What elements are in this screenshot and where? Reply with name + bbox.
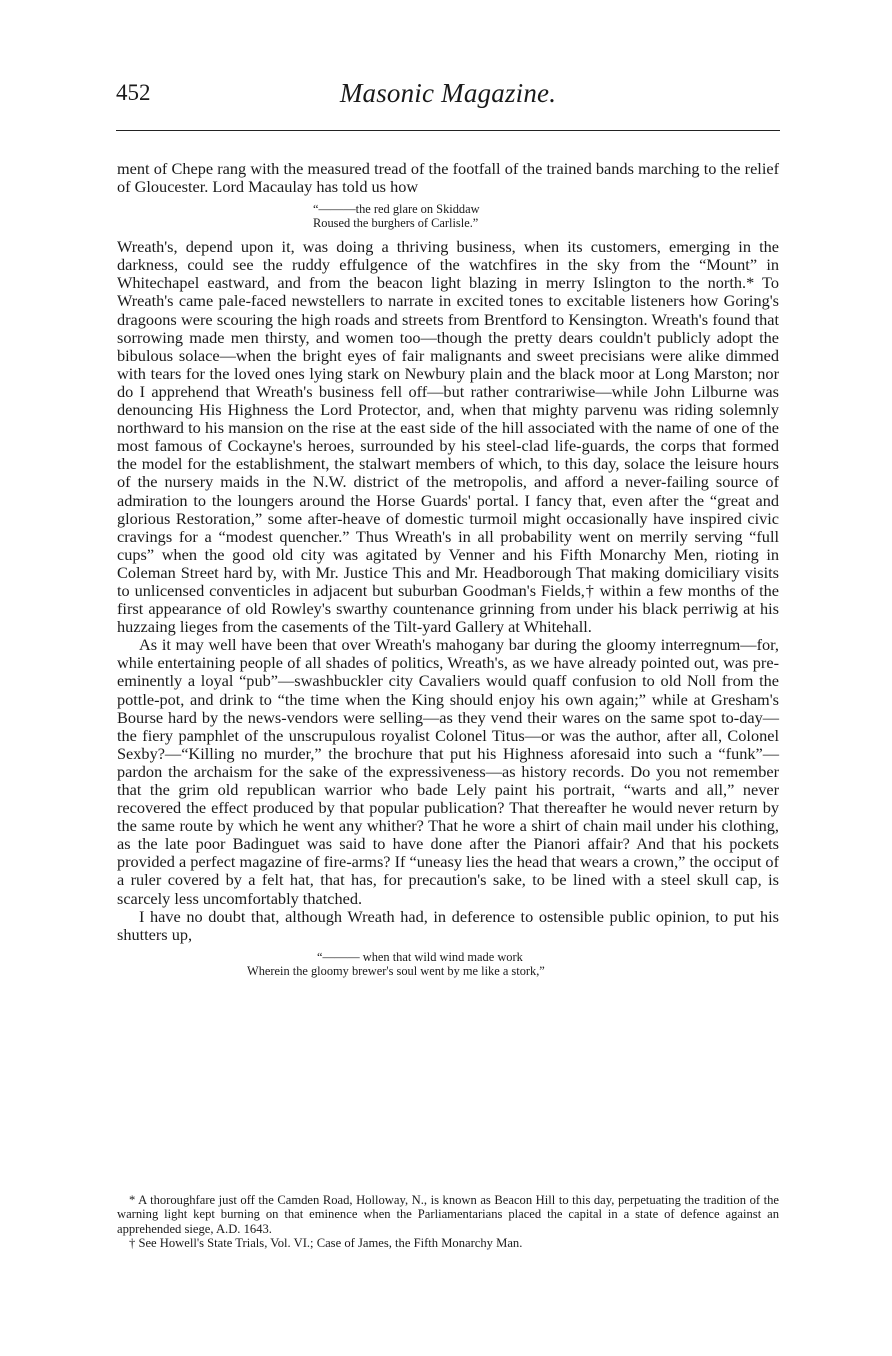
paragraph-1: ment of Chepe rang with the measured tread of the footfall of the trained bands marching to the relief of Gloucester. Lord Macaulay has told us how [117,159,779,197]
header-rule [116,130,780,131]
paragraph-4: I have no doubt that, although Wreath had, in deference to ostensible public opinion, to put his shutters up, [117,906,779,944]
verse-2-line-1: “——— when that wild wind made work [317,949,523,964]
page-header [116,80,780,116]
article-body [117,160,779,986]
page-number: 452 [116,80,151,105]
footnotes [117,1193,779,1250]
footnote-2: † See Howell's State Trials, Vol. VI.; Case of James, the Fifth Monarchy Man. [129,1235,523,1250]
verse-2-line-2: Wherein the gloomy brewer's soul went by me like a stork,” [247,963,545,978]
paragraph-2: Wreath's, depend upon it, was doing a thriving business, when its customers, emerging in the darkness, could see the ruddy effulgence of the watchfires in the sky from the “Mount” in Whitechapel eastward, and from the beacon light blazing in merry Islington to the north.* To Wreath's came pale-faced newstellers to narrate in excited tones to excitable listeners how Goring's dragoons were scouring the high roads and streets from Brentford to Kensington. Wreath's found that sorrowing made men thirsty, and women too—though the pretty dears couldn't publicly adopt the bibulous solace—when the bright eyes of fair malignants and sweet precisians were alike dimmed with tears for the loved ones lying stark on Newbury plain and the black moor at Long Marston; nor do I apprehend that Wreath's business fell off—but rather contrariwise—while John Lilburne was denouncing His Highness the Lord Protector, and, when that mighty parvenu was riding solemnly northward to his mansion on the rise at the east side of the hill associated with the name of one of the most famous of Cockayne's heroes, surrounded by his steel-clad life-guards, the corps that formed the model for the establishment, the stalwart members of which, to this day, solace the leisure hours of the nursery maids in the N.W. district of the metropolis, and afford a never-failing source of admiration to the loungers around the Horse Guards' portal. I fancy that, even after the “great and glorious Restoration,” some after-heave of domestic turmoil might occasionally have inspired civic cravings for a “modest quencher.” Thus Wreath's in all probability went on merrily serving “full cups” when the good old city was agitated by Venner and his Fifth Monarchy Men, rioting in Coleman Street hard by, with Mr. Justice This and Mr. Headborough That making domiciliary visits to unlicensed conventicles in adjacent but suburban Goodman's Fields,† within a few months of the first appearance of old Rowley's swarthy countenance grinning from under his black perriwig at his huzzaing lieges from the casements of the Tilt-yard Gallery at Whitehall. [117,237,779,637]
verse-1-line-1: “———the red glare on Skiddaw [313,202,480,217]
verse-quote-2 [247,950,779,978]
footnote-1: * A thoroughfare just off the Camden Road, Holloway, N., is known as Beacon Hill to this day, perpetuating the tradition of the warning light kept burning on that eminence when the Parliamentarians placed the capital in a state of defence against an apprehended siege, A.D. 1643. [117,1193,779,1236]
verse-1-line-2: Roused the burghers of Carlisle.” [313,216,479,231]
running-title: Masonic Magazine. [339,78,557,108]
verse-quote-1 [313,202,779,230]
paragraph-3: As it may well have been that over Wreath's mahogany bar during the gloomy interregnum—for, while entertaining people of all shades of politics, Wreath's, as we have already pointed out, was pre-eminently a loyal “pub”—swashbuckler city Cavaliers would quaff confusion to old Noll from the pottle-pot, and drink to “the time when the King should enjoy his own again;” while at Gresham's Bourse hard by the news-vendors were selling—as they vend their wares on the same spot to-day—the fiery pamphlet of the unscrupulous royalist Colonel Titus—or was the author, after all, Colonel Sexby?—“Killing no murder,” the brochure that put his Highness aforesaid into such a “funk”—pardon the archaism for the sake of the expressiveness—as history records. Do you not remember that the grim old republican warrior who bade Lely paint his portrait, “warts and all,” never recovered the effect produced by that popular publication? That thereafter he would never return by the same route by which he went any whither? That he wore a shirt of chain mail under his clothing, as the late poor Badinguet was said to have done after the Pianori affair? And that his pockets provided a perfect magazine of fire-arms? If “uneasy lies the head that wears a crown,” the occiput of a ruler covered by a felt hat, that has, for precaution's sake, to be lined with a steel skull cap, is scarcely less uncomfortably thatched. [117,635,779,908]
